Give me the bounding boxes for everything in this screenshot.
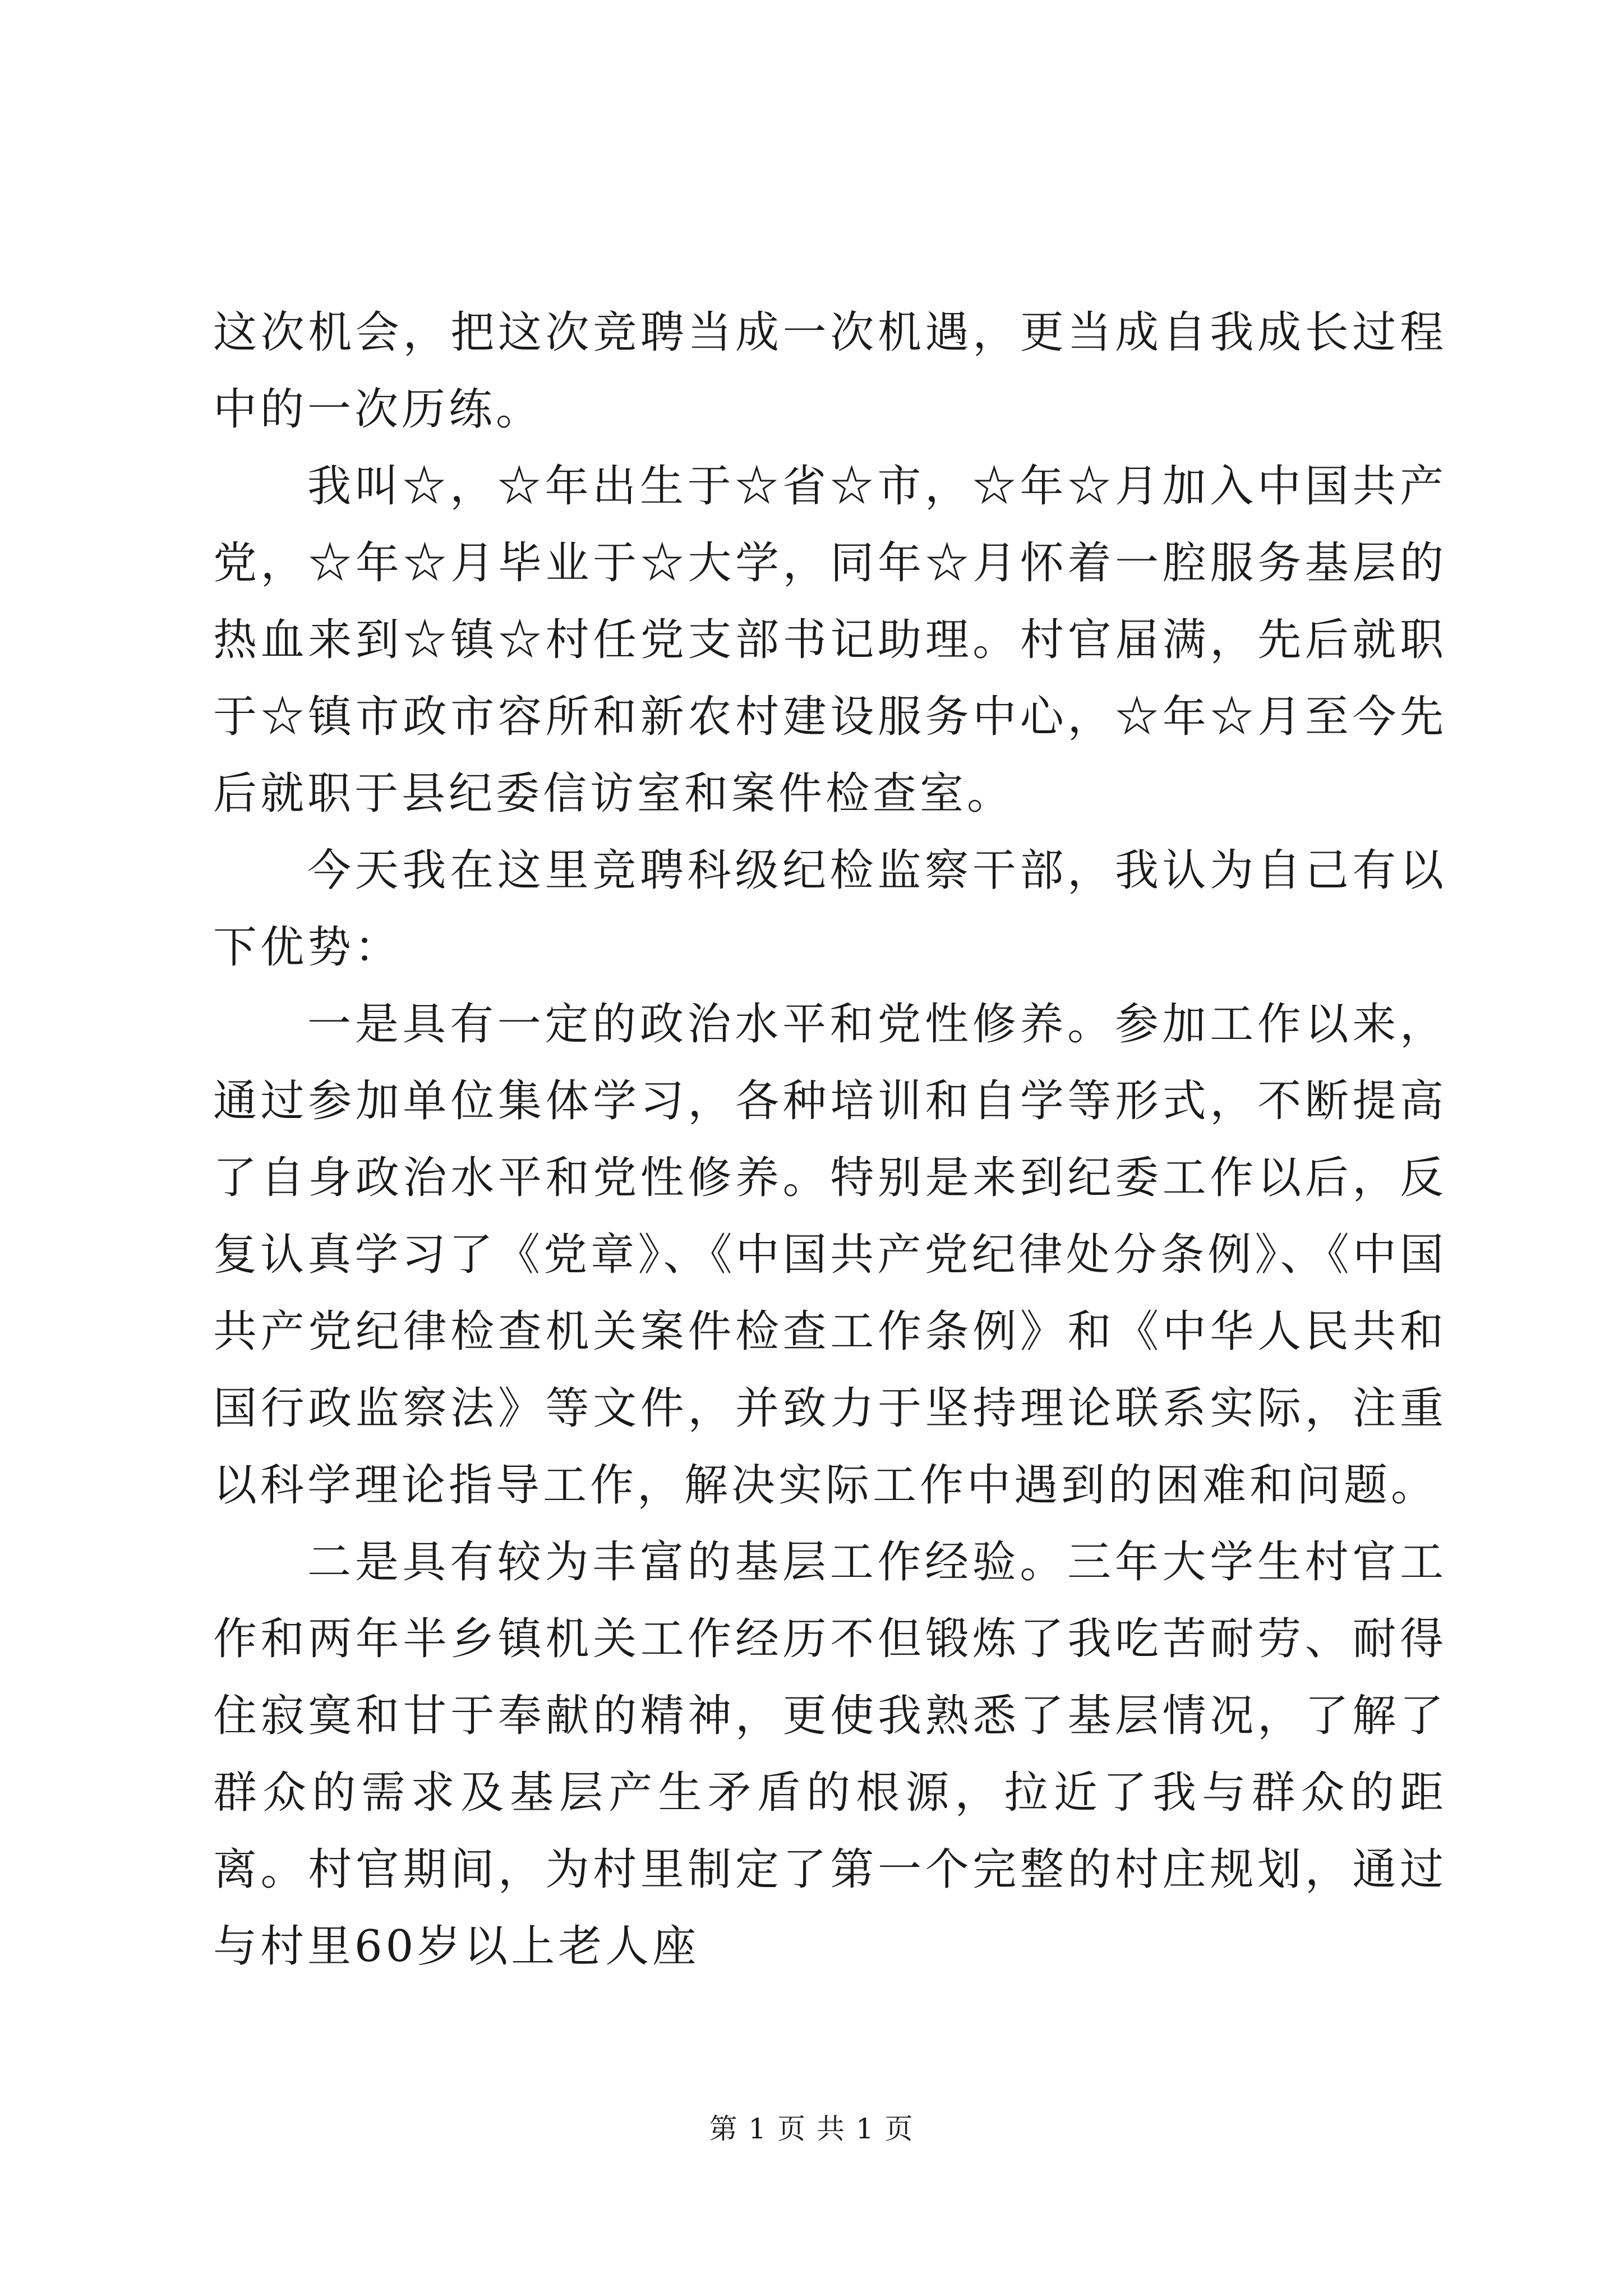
paragraph-3: 今天我在这里竞聘科级纪检监察干部，我认为自己有以下优势： (213, 845, 1447, 973)
page-footer: 第 1 页 共 1 页 (709, 2113, 914, 2145)
document-body (213, 295, 1447, 1985)
paragraph-4: 一是具有一定的政治水平和党性修养。参加工作以来，通过参加单位集体学习，各种培训和自学等形式，不断提高了自身政治水平和党性修养。特别是来到纪委工作以后，反复认真学习了《党章》、《中国共产党纪律处分条例》、《中国共产党纪律检查机关案件检查工作条例》和《中华人民共和国行政监察法》等文件，并致力于坚持理论联系实际，注重以科学理论指导工作，解决实际工作中遇到的困难和问题。 (213, 999, 1447, 1511)
paragraph-2: 我叫☆，☆年出生于☆省☆市，☆年☆月加入中国共产党，☆年☆月毕业于☆大学，同年☆月怀着一腔服务基层的热血来到☆镇☆村任党支部书记助理。村官届满，先后就职于☆镇市政市容所和新农村建设服务中心，☆年☆月至今先后就职于县纪委信访室和案件检查室。 (213, 461, 1447, 819)
paragraph-5: 二是具有较为丰富的基层工作经验。三年大学生村官工作和两年半乡镇机关工作经历不但锻炼了我吃苦耐劳、耐得住寂寞和甘于奉献的精神，更使我熟悉了基层情况，了解了群众的需求及基层产生矛盾的根源，拉近了我与群众的距离。村官期间，为村里制定了第一个完整的村庄规划，通过与村里60岁以上老人座 (213, 1537, 1447, 1972)
paragraph-1: 这次机会，把这次竞聘当成一次机遇，更当成自我成长过程中的一次历练。 (213, 307, 1447, 435)
